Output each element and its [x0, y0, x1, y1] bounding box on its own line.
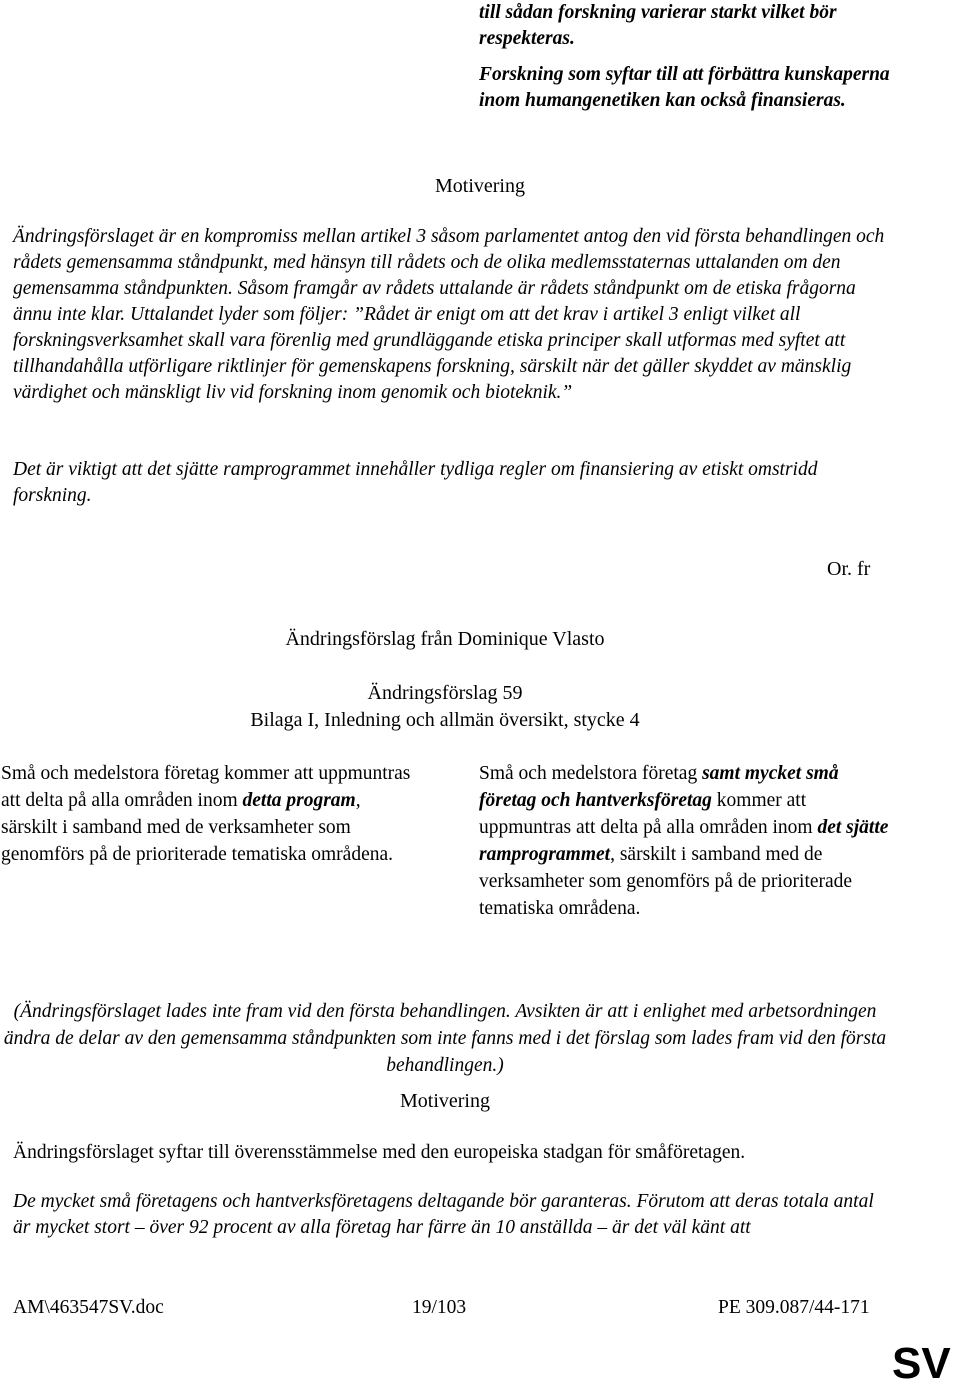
motivation-heading-2: Motivering — [400, 1090, 490, 1112]
motivation2-body-2: De mycket små företagens och hantverksföretagens deltagande bör garanteras. Förutom att deras totala antal är mycket stort – över 92 procent av alla företag har färre än 10 anställda – är det väl känt att — [13, 1191, 874, 1238]
amendment-reference: Bilaga I, Inledning och allmän översikt, stycke 4 — [250, 709, 640, 731]
motivation-body-1c: Uttalandet lyder som följer: ”Rådet är enigt om att det krav i artikel 3 enligt vilket all forskningsverksamhet skall vara förenlig med grundläggande etiska principer skall utformas med syftet att tillhandahålla utförligare riktlinjer för gemenskapens forskning, särskilt när det gäller skyddet av mänsklig värdighet och mänskligt liv vid forskning inom genomik och bioteknik.” — [13, 304, 852, 403]
amendment-justification: (Ändringsförslaget lades inte fram vid den första behandlingen. Avsikten är att i enlighet med arbetsordningen ändra de delar av den gemensamma ståndpunkten som inte fanns med i det förslag som lades fram vid den första behandlingen.) — [3, 1000, 887, 1076]
motivation-body-1b: Såsom framgår av rådets uttalande är rådets ståndpunkt om de etiska frågorna ännu inte klar. — [13, 278, 856, 325]
council-text-2: , särskilt i samband med de verksamheter som genomförs på de prioriterade tematiska områdena. — [1, 790, 394, 865]
amendment-header — [0, 680, 890, 734]
amendment-text-bold-2: det sjätte ramprogrammet — [479, 817, 889, 865]
amendment-text-3: , särskilt i samband med de verksamheter som genomförs på de prioriterade tematiska områdena. — [479, 844, 853, 919]
footer-page-number: 19/103 — [412, 1297, 467, 1318]
top-right-para-2: Forskning som syftar till att förbättra kunskaperna inom humangenetiken kan också finansieras. — [479, 64, 890, 111]
council-text-column — [1, 760, 421, 868]
footer-pe-ref: PE 309.087/44-171 — [718, 1297, 870, 1318]
council-text-bold-1: detta program — [242, 790, 356, 811]
motivation-heading-1: Motivering — [435, 175, 525, 197]
footer-doc-ref: AM\463547SV.doc — [13, 1297, 164, 1318]
top-right-amendment-text — [479, 0, 899, 124]
top-right-para-1: till sådan forskning varierar starkt vilket bör respekteras. — [479, 2, 837, 49]
motivation2-body-1: Ändringsförslaget syftar till överensstämmelse med den europeiska stadgan för småföretagen. — [13, 1142, 746, 1163]
amendment-text-1: Små och medelstora företag — [479, 763, 703, 784]
original-language: Or. fr — [827, 558, 871, 580]
amendment-text-2: kommer att uppmuntras att delta på alla områden inom — [479, 790, 818, 838]
motivation-body-1 — [13, 224, 893, 406]
amendment-text-column — [479, 760, 899, 922]
language-badge: SV — [892, 1339, 951, 1388]
amendment-author: Ändringsförslag från Dominique Vlasto — [285, 628, 605, 650]
council-text-1: Små och medelstora företag kommer att uppmuntras att delta på alla områden inom — [1, 763, 411, 811]
amendment-text-bold-1: samt mycket små företag och hantverksföretag — [479, 763, 839, 811]
motivation-body-1a: Ändringsförslaget är en kompromiss mellan artikel 3 såsom parlamentet antog den vid första behandlingen och rådets gemensamma ståndpunkt, med hänsyn till rådets och de olika medlemsstaternas uttalanden om den gemensamma ståndpunkten. — [13, 226, 885, 299]
amendment-number: Ändringsförslag 59 — [367, 682, 523, 704]
motivation-body-2: Det är viktigt att det sjätte ramprogrammet innehåller tydliga regler om finansiering av etiskt omstridd forskning. — [13, 459, 818, 506]
